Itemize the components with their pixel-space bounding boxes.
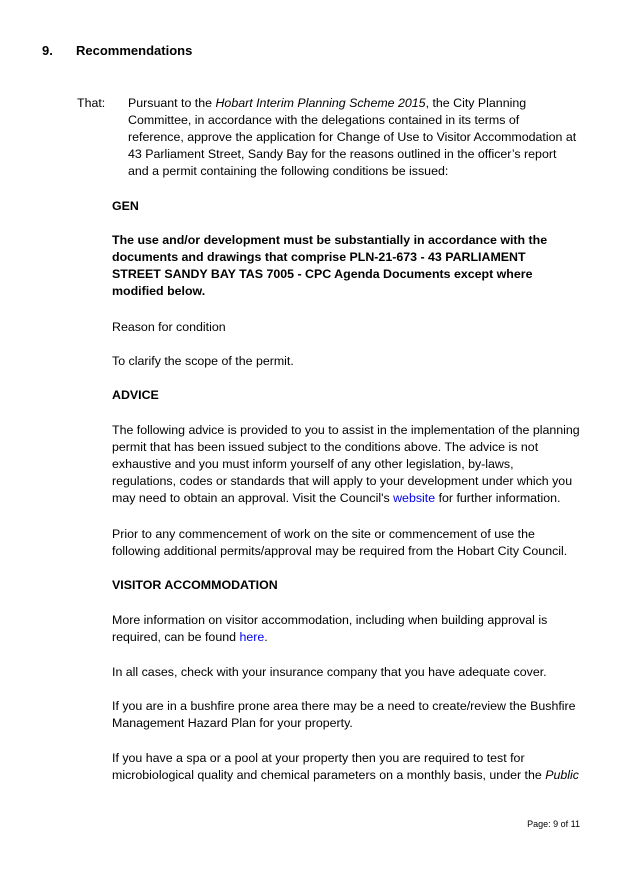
- visitor-text-start: More information on visitor accommodation, including when building approval is required, can be found: [112, 613, 548, 644]
- here-link[interactable]: here: [239, 630, 265, 644]
- visitor-paragraph: [112, 612, 577, 646]
- prior-paragraph: Prior to any commencement of work on the site or commencement of use the following additional permits/approval may be required from the Hobart City Council.: [112, 527, 568, 558]
- bushfire-paragraph: If you are in a bushfire prone area there may be a need to create/review the Bushfire Management Hazard Plan for your property.: [112, 699, 576, 730]
- spa-italic-text: Public: [545, 768, 579, 782]
- page-number: Page: 9 of 11: [527, 819, 580, 829]
- section-number: 9.: [42, 43, 53, 58]
- website-link[interactable]: website: [393, 491, 436, 505]
- section-title: Recommendations: [76, 43, 193, 58]
- planning-scheme-title: Hobart Interim Planning Scheme 2015: [215, 96, 426, 110]
- advice-paragraph: [112, 422, 580, 507]
- visitor-text-end: .: [264, 630, 268, 644]
- reason-label: Reason for condition: [112, 320, 226, 334]
- intro-text-start: Pursuant to the: [128, 96, 216, 110]
- spa-text: If you have a spa or a pool at your property then you are required to test for microbiological quality and chemical parameters on a monthly basis, under the: [112, 751, 546, 782]
- gen-heading: GEN: [112, 199, 139, 213]
- spa-paragraph: [112, 750, 582, 784]
- advice-text-start: The following advice is provided to you to assist in the implementation of the planning permit that has been issued subject to the conditions above. The advice is not exhaustive and you must inform yourself of any other legislation, by-laws, regulations, codes or standards that will apply to your development under which you may need to obtain an approval. Visit the Council's: [112, 423, 580, 505]
- that-label: That:: [77, 96, 106, 110]
- insurance-paragraph: In all cases, check with your insurance company that you have adequate cover.: [112, 665, 547, 679]
- intro-text-end: , the City Planning Committee, in accordance with the delegations contained in its terms of reference, approve the application for Change of Use to Visitor Accommodation at 43 Parliament Street, Sandy Bay for the reasons outlined in the officer’s report and a permit containing the following conditions be issued:: [128, 96, 577, 178]
- intro-paragraph: [128, 95, 578, 180]
- advice-text-end: for further information.: [435, 491, 561, 505]
- visitor-heading: VISITOR ACCOMMODATION: [112, 578, 278, 592]
- advice-heading: ADVICE: [112, 388, 159, 402]
- reason-text: To clarify the scope of the permit.: [112, 354, 294, 368]
- gen-condition: The use and/or development must be substantially in accordance with the documents and drawings that comprise PLN-21-673 - 43 PARLIAMENT STREET SANDY BAY TAS 7005 - CPC Agenda Documents except where modified below.: [112, 233, 548, 298]
